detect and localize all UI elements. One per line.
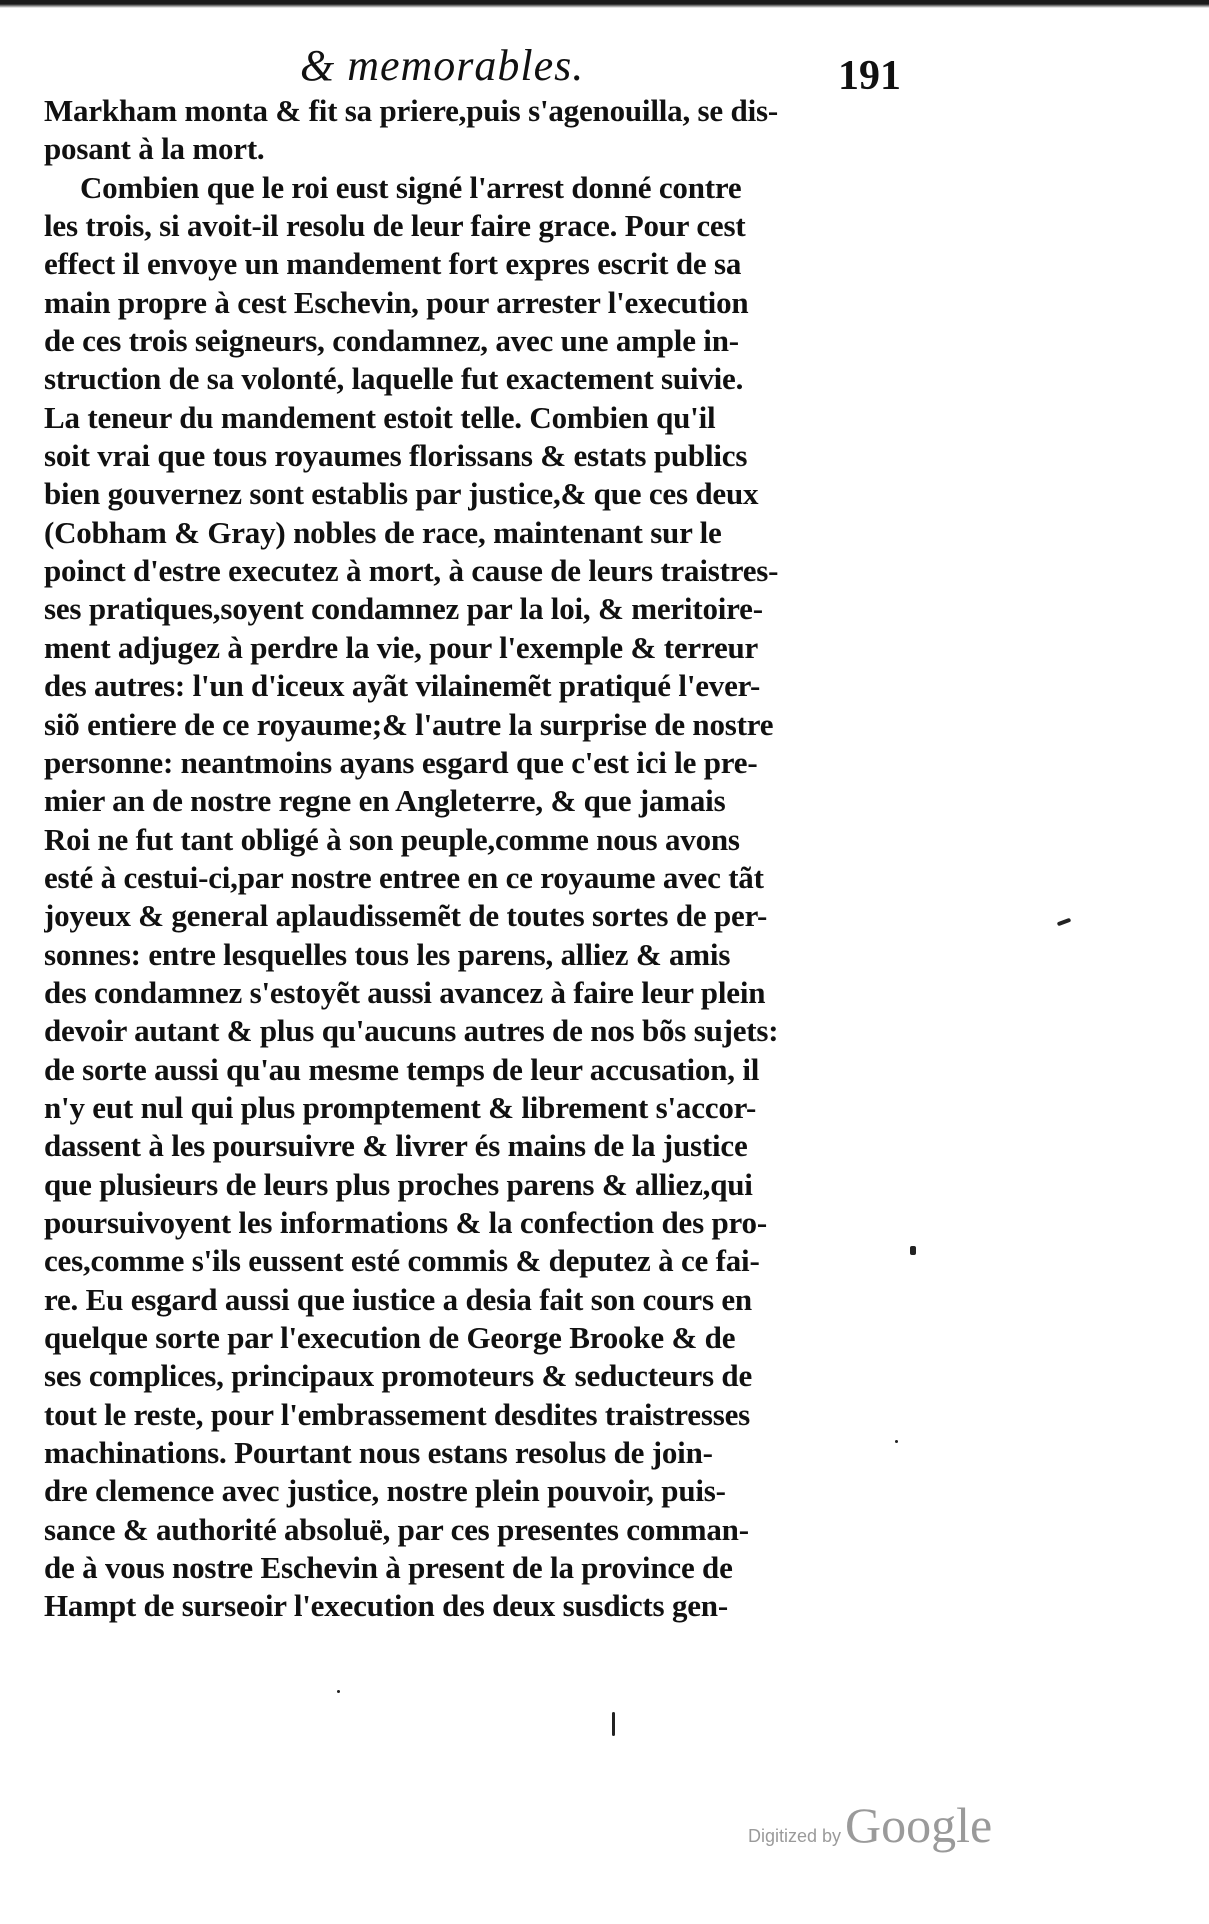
text-line: ses complices, principaux promoteurs & seducteurs de	[44, 1358, 753, 1394]
text-line: tout le reste, pour l'embrassement desdites traistresses	[44, 1396, 750, 1432]
text-line: des autres: l'un d'iceux ayãt vilainemẽt pratiqué l'ever-	[44, 668, 761, 704]
text-line: re. Eu esgard aussi que iustice a desia fait son cours en	[44, 1281, 752, 1317]
text-line: ment adjugez à perdre la vie, pour l'exemple & terreur	[44, 629, 759, 665]
text-line: sonnes: entre lesquelles tous les parens, alliez & amis	[44, 936, 731, 972]
text-line: struction de sa volonté, laquelle fut exactement suivie.	[44, 361, 744, 397]
text-line: mier an de nostre regne en Angleterre, & que jamais	[44, 783, 726, 819]
watermark-brand: Google	[845, 1797, 993, 1853]
text-line: effect il envoye un mandement fort expres escrit de sa	[44, 246, 742, 282]
running-head: & memorables.	[300, 41, 585, 90]
text-line: (Cobham & Gray) nobles de race, maintenant sur le	[44, 514, 722, 550]
text-line: des condamnez s'estoyẽt aussi avancez à faire leur plein	[44, 974, 766, 1010]
page-top-edge	[0, 0, 1209, 10]
text-line: bien gouvernez sont establis par justice,& que ces deux	[44, 476, 759, 512]
text-line: soit vrai que tous royaumes florissans & estats publics	[44, 438, 748, 474]
text-line: sance & authorité absoluë, par ces presentes comman-	[44, 1511, 749, 1547]
body-text	[44, 92, 904, 1626]
text-line: siõ entiere de ce royaume;& l'autre la surprise de nostre	[44, 706, 774, 742]
text-line: de sorte aussi qu'au mesme temps de leur accusation, il	[44, 1051, 760, 1087]
text-line: quelque sorte par l'execution de George Brooke & de	[44, 1320, 736, 1355]
text-line: La teneur du mandement estoit telle. Combien qu'il	[44, 399, 716, 435]
text-line: poursuivoyent les informations & la confection des pro-	[44, 1204, 767, 1240]
text-line: Markham monta & fit sa priere,puis s'agenouilla, se dis-	[44, 93, 778, 128]
text-line: n'y eut nul qui plus promptement & librement s'accor-	[44, 1089, 757, 1125]
text-line: main propre à cest Eschevin, pour arrester l'execution	[44, 284, 749, 320]
ink-speck	[895, 1440, 898, 1443]
text-line: que plusieurs de leurs plus proches parens & alliez,qui	[44, 1166, 753, 1202]
watermark-prefix: Digitized by	[748, 1826, 842, 1846]
text-line: poinct d'estre executez à mort, à cause de leurs traistres-	[44, 553, 779, 589]
text-line: Hampt de surseoir l'execution des deux susdicts gen-	[44, 1588, 728, 1624]
text-line: les trois, si avoit-il resolu de leur faire grace. Pour cest	[44, 208, 746, 244]
ink-speck	[337, 1690, 340, 1693]
ink-speck	[612, 1712, 615, 1736]
digitized-watermark	[748, 1796, 992, 1854]
text-line: joyeux & general aplaudissemẽt de toutes sortes de per-	[44, 898, 768, 934]
text-line: ces,comme s'ils eussent esté commis & deputez à ce fai-	[44, 1243, 760, 1279]
text-line: de ces trois seigneurs, condamnez, avec une ample in-	[44, 323, 739, 359]
text-line: dassent à les poursuivre & livrer és mains de la justice	[44, 1128, 748, 1164]
text-line: personne: neantmoins ayans esgard que c'est ici le pre-	[44, 744, 758, 780]
text-line: ses pratiques,soyent condamnez par la loi, & meritoire-	[44, 591, 763, 627]
text-line: posant à la mort.	[44, 131, 265, 167]
text-line: Combien que le roi eust signé l'arrest donné contre	[80, 169, 742, 205]
text-line: machinations. Pourtant nous estans resolus de join-	[44, 1435, 713, 1471]
text-line: de à vous nostre Eschevin à present de la province de	[44, 1550, 733, 1586]
page-number: 191	[838, 53, 901, 99]
text-line: dre clemence avec justice, nostre plein pouvoir, puis-	[44, 1473, 726, 1509]
ink-speck	[1057, 918, 1072, 927]
text-line: esté à cestui-ci,par nostre entree en ce royaume avec tãt	[44, 859, 764, 895]
ink-speck	[910, 1246, 916, 1255]
text-line: Roi ne fut tant obligé à son peuple,comme nous avons	[44, 821, 740, 857]
text-line: devoir autant & plus qu'aucuns autres de nos bõs sujets:	[44, 1013, 779, 1049]
